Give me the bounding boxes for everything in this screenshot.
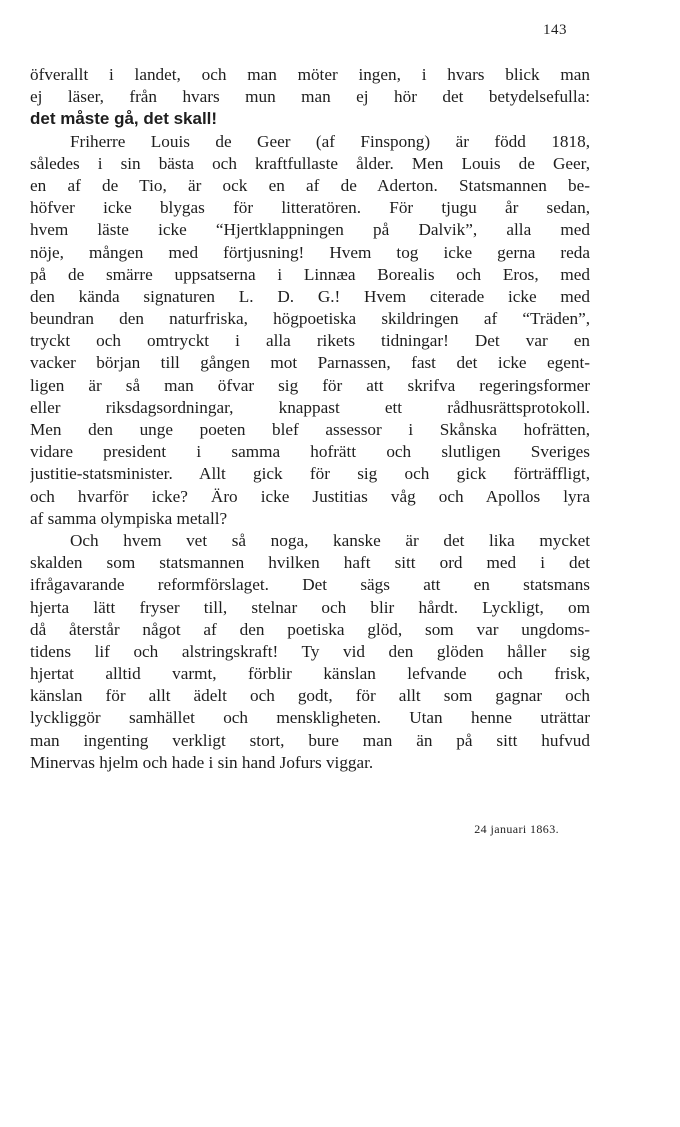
text-line: ligen är så man öfvar sig för att skrifva regeringsformer — [30, 375, 590, 395]
text-line: hjertat alltid varmt, förblir känslan lefvande och frisk, — [30, 664, 590, 684]
text-line: då återstår något af den poetiska glöd, som var ungdoms- — [30, 619, 590, 639]
text-line: man ingenting verkligt stort, bure man än på sitt hufvud — [30, 730, 590, 750]
text-line: af samma olympiska metall? — [30, 508, 228, 528]
text-line: Friherre Louis de Geer (af Finspong) är född 1818, — [70, 131, 590, 151]
text-line: vidare president i samma hofrätt och slutligen Sveriges — [30, 442, 590, 462]
text-line: skalden som statsmannen hvilken haft sitt ord med i det — [30, 553, 590, 573]
text-line: justitie-statsminister. Allt gick för sig och gick förträffligt, — [30, 464, 590, 484]
text-line: Minervas hjelm och hade i sin hand Jofurs viggar. — [30, 752, 374, 772]
text-line-emphasis: det måste gå, det skall! — [30, 109, 218, 129]
text-line: beundran den naturfriska, högpoetiska skildringen af “Träden”, — [30, 309, 590, 329]
page-number: 143 — [543, 22, 567, 38]
text-line: nöje, mången med förtjusning! Hvem tog icke gerna reda — [30, 242, 590, 262]
text-line: och hvarför icke? Äro icke Justitias våg och Apollos lyra — [30, 486, 590, 506]
text-line: hjerta lätt fryser till, stelnar och blir hårdt. Lyckligt, om — [30, 597, 590, 617]
text-line: öfverallt i landet, och man möter ingen, i hvars blick man — [30, 65, 590, 84]
dateline: 24 januari 1863. — [474, 822, 559, 836]
text-line: höfver icke blygas för litteratören. För tjugu år sedan, — [30, 198, 590, 218]
body-text — [30, 64, 590, 774]
text-line: lyckliggör samhället och menskligheten. Utan henne uträttar — [30, 708, 590, 728]
text-line: ifrågavarande reformförslaget. Det sägs att en statsmans — [30, 575, 590, 595]
text-line: känslan för allt ädelt och godt, för allt som gagnar och — [30, 686, 590, 706]
text-line: eller riksdagsordningar, knappast ett rådhusrättsprotokoll. — [30, 397, 590, 417]
text-line: ej läser, från hvars mun man ej hör det betydelsefulla: — [30, 87, 590, 107]
text-line: hvem läste icke “Hjertklappningen på Dalvik”, alla med — [30, 220, 590, 240]
text-line: Och hvem vet så noga, kanske är det lika mycket — [70, 530, 590, 550]
text-line: tryckt och omtryckt i alla rikets tidningar! Det var en — [30, 331, 590, 351]
text-line: vacker början till gången mot Parnassen, fast det icke egent- — [30, 353, 590, 373]
text-line: en af de Tio, är ock en af de Aderton. Statsmannen be- — [30, 175, 590, 195]
text-line: tidens lif och alstringskraft! Ty vid den glöden håller sig — [30, 641, 590, 661]
text-line: Men den unge poeten blef assessor i Skånska hofrätten, — [30, 420, 590, 439]
text-line: den kända signaturen L. D. G.! Hvem citerade icke med — [30, 286, 590, 306]
text-line: således i sin bästa och kraftfullaste ålder. Men Louis de Geer, — [30, 153, 590, 173]
text-line: på de smärre uppsatserna i Linnæa Borealis och Eros, med — [30, 264, 590, 284]
